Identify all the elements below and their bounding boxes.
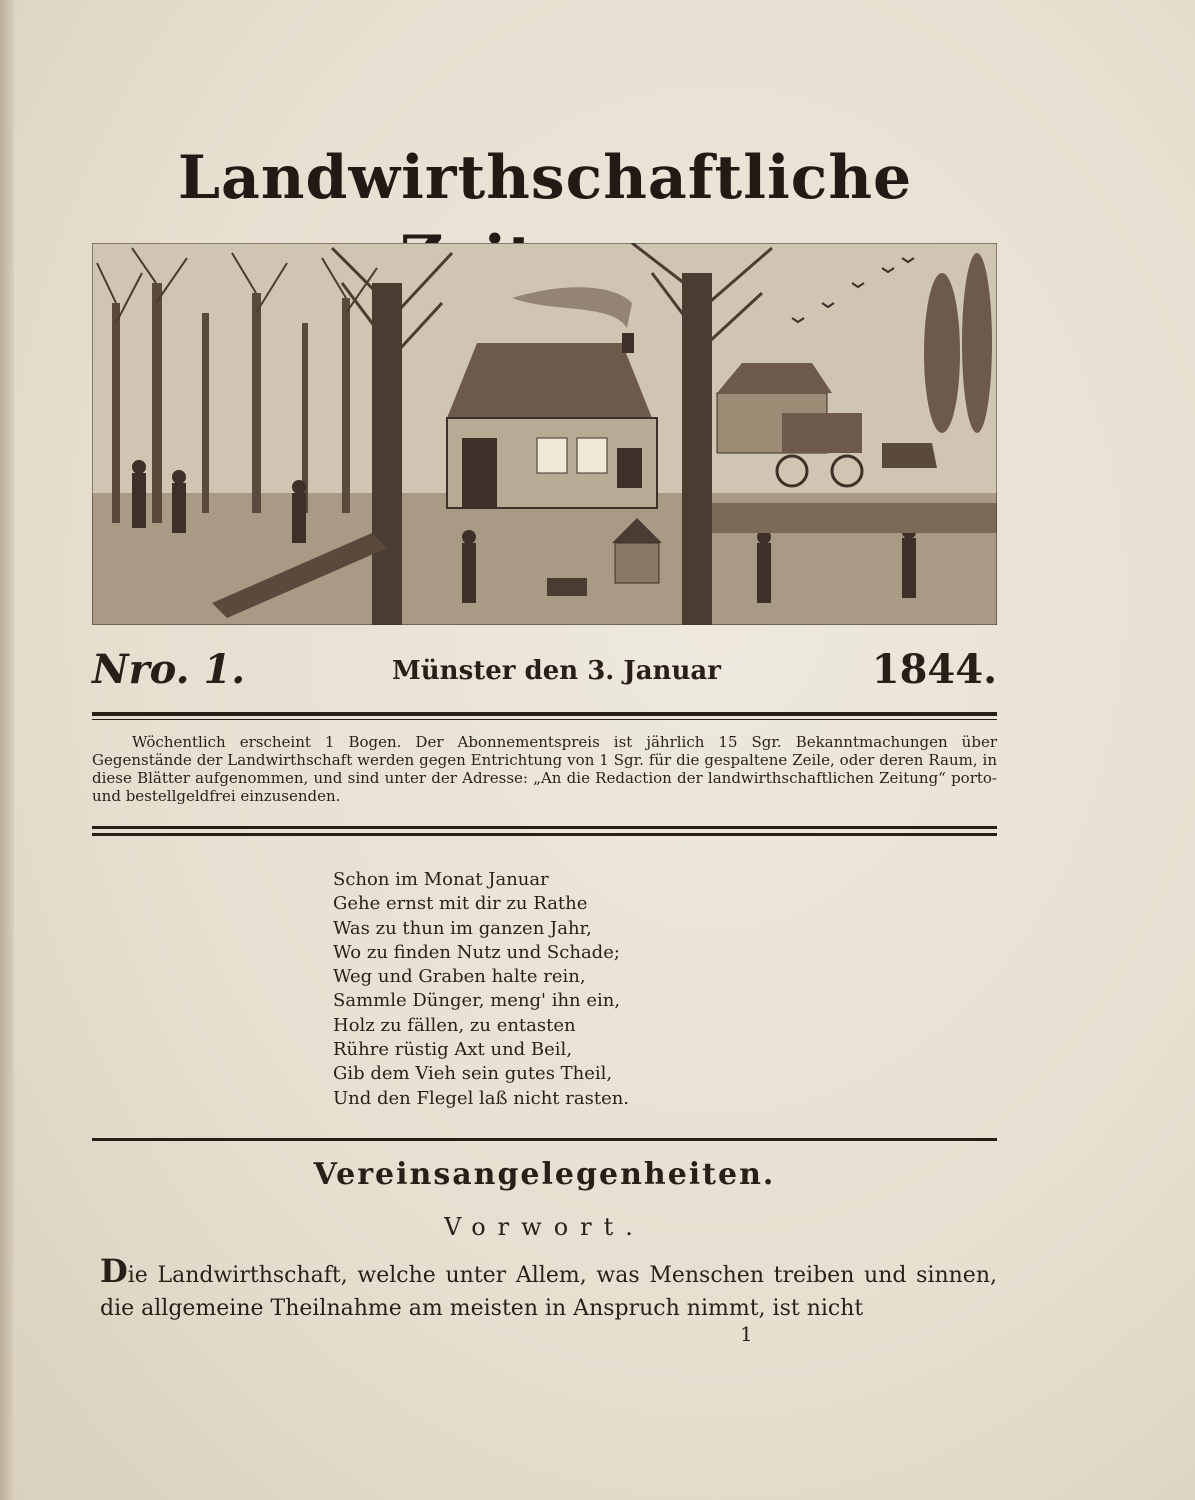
page-edge bbox=[0, 0, 14, 1500]
poem-line: Schon im Monat Januar bbox=[333, 869, 549, 890]
rule-section bbox=[92, 1138, 997, 1141]
issue-number: Nro. 1. bbox=[92, 646, 246, 693]
rule-top-thick bbox=[92, 712, 997, 716]
poem-line: Rühre rüstig Axt und Beil, bbox=[333, 1039, 573, 1061]
page-number: 1 bbox=[740, 1322, 753, 1346]
subscription-notice: Wöchentlich erscheint 1 Bogen. Der Abonnementspreis ist jährlich 15 Sgr. Bekanntmachungen über Gegenstände der Landwirthschaft werden gegen Entrichtung von 1 Sgr. für die gespaltene Zeile, oder deren Raum, in diese Blätter aufgenommen, und sind unter der Adresse: „An die Redaction der landwirthschaftlichen Zeitung“ porto- und bestellgeldfrei einzusenden. bbox=[92, 733, 997, 805]
drop-cap: D bbox=[100, 1252, 128, 1290]
section-title: Vereinsangelegenheiten. bbox=[313, 1157, 776, 1192]
body-paragraph bbox=[100, 1252, 997, 1325]
poem-line: Und den Flegel laß nicht rasten. bbox=[333, 1087, 630, 1109]
place-date: Münster den 3. Januar bbox=[392, 656, 721, 686]
poem-line: Weg und Graben halte rein, bbox=[333, 966, 586, 988]
poem bbox=[333, 868, 733, 1111]
issue-year: 1844. bbox=[871, 646, 997, 693]
masthead-title: Landwirthschaftliche bbox=[177, 143, 913, 213]
rule-mid-2 bbox=[92, 833, 997, 836]
body-text: ie Landwirthschaft, welche unter Allem, was Menschen treiben und sinnen, die allgemeine Theilnahme am meisten in Anspruch nimmt, ist nicht bbox=[100, 1263, 997, 1321]
poem-line: Wo zu finden Nutz und Schade; bbox=[333, 941, 620, 963]
poem-line: Was zu thun im ganzen Jahr, bbox=[333, 917, 592, 939]
woodcut-illustration bbox=[92, 243, 997, 625]
poem-line: Sammle Dünger, meng' ihn ein, bbox=[333, 990, 621, 1012]
section-subtitle: Vorwort. bbox=[444, 1213, 645, 1241]
poem-line: Gehe ernst mit dir zu Rathe bbox=[333, 893, 588, 915]
dateline bbox=[92, 645, 997, 695]
rule-mid-1 bbox=[92, 826, 997, 829]
rule-top-thin bbox=[92, 719, 997, 720]
poem-line: Gib dem Vieh sein gutes Theil, bbox=[333, 1063, 613, 1085]
poem-line: Holz zu fällen, zu entasten bbox=[333, 1014, 576, 1036]
